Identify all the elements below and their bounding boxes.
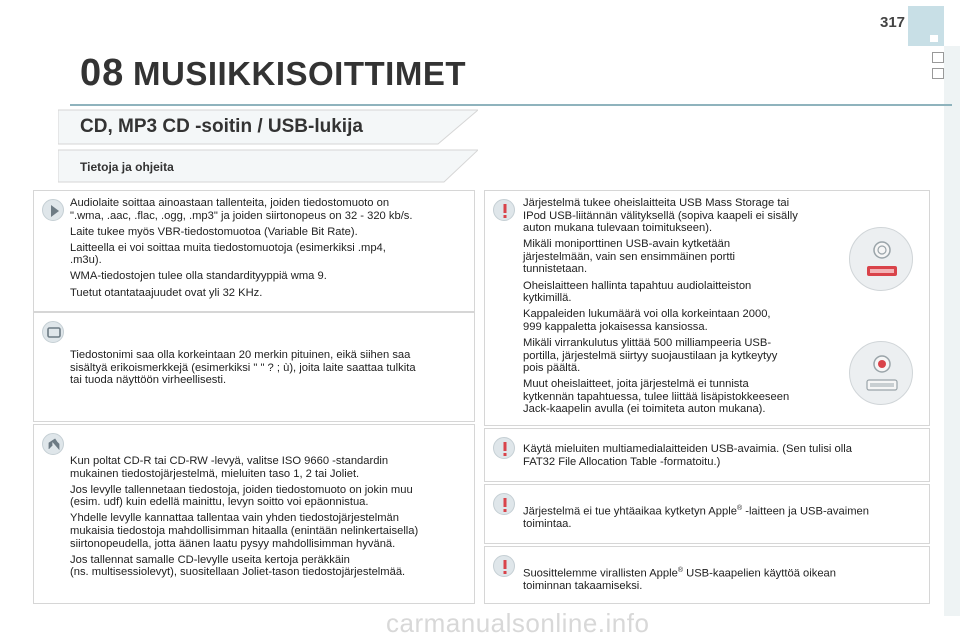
note-paragraph: Järjestelmä tukee oheislaitteita USB Mass Storage tai IPod USB-liitännän välityksellä (sopiva kaapeli ei sisälly auton mukana tulevaan toimitukseen). [523, 197, 798, 235]
note-text [523, 565, 927, 596]
tab-marker [930, 35, 938, 42]
note-paragraph [523, 565, 927, 593]
note-text [523, 503, 927, 534]
note-paragraph: Audiolaite soittaa ainoastaan tallenteita, joiden tiedostomuoto on ".wma, .aac, .flac, .ogg, .mp3" ja joiden siirtonopeus on 32 - 320 kb/s. [70, 197, 413, 222]
note-text [70, 455, 474, 582]
note-paragraph: Muut oheislaitteet, joita järjestelmä ei tunnista kytkennän tapahtuessa, tulee liittää lisäpistokkeeseen Jack-kaapelin avulla (ei toimiteta auton mukana). [523, 378, 790, 416]
usb-port-illustration-2 [849, 341, 913, 405]
hand-icon [42, 433, 64, 455]
note-paragraph: Mikäli virrankulutus ylittää 500 milliampeeria USB- portilla, järjestelmä siirtyy suojaustilaan ja kytkeytyy pois päältä. [523, 336, 778, 375]
note-panel-usb-keys [484, 428, 930, 482]
note-text-before: Suosittelemme virallisten Apple [523, 567, 678, 580]
note-paragraph: Laitteella ei voi soittaa muita tiedostomuotoja (esimerkiksi .mp4, .m3u). [70, 241, 386, 267]
note-paragraph: Tiedostonimi saa olla korkeintaan 20 merkin pituinen, eikä siihen saa sisältyä erikoismerkkejä (esimerkiksi " " ? ; ù), joita laite saattaa tulkita tai tuoda näyttöön virheellisesti. [70, 349, 416, 387]
note-paragraph: Laite tukee myös VBR-tiedostomuotoa (Variable Bit Rate). [70, 225, 358, 238]
note-panel-apple-cables [484, 546, 930, 604]
usb-port-illustration-1 [849, 227, 913, 291]
warning-icon [493, 493, 515, 515]
note-panel-apple [484, 484, 930, 544]
registered-mark: ® [677, 567, 684, 574]
note-text-before: Järjestelmä ei tue yhtäaikaa kytketyn Apple [523, 505, 737, 518]
note-paragraph: Oheislaitteen hallinta tapahtuu audiolaitteiston kytkimillä. [523, 279, 752, 305]
note-text-after: -laitteen ja USB-avaimen toimintaa. [523, 505, 869, 531]
usb-port-icon [850, 228, 914, 292]
note-paragraph: Kun poltat CD-R tai CD-RW -levyä, valitse ISO 9660 -standardin mukainen tiedostojärjestelmä, mieluiten taso 1, 2 tai Joliet. [70, 455, 389, 480]
note-text [523, 197, 853, 420]
note-panel-hand [33, 424, 475, 604]
screen-icon [42, 321, 64, 343]
note-paragraph: Tuetut otantataajuudet ovat yli 32 KHz. [70, 286, 263, 299]
note-paragraph: Käytä mieluiten multiamedialaitteiden USB-avaimia. (Sen tulisi olla FAT32 File Allocation Table -formatoitu.) [523, 443, 852, 468]
side-square-2 [932, 68, 944, 79]
registered-mark: ® [736, 505, 743, 512]
note-paragraph [523, 503, 927, 531]
side-square-1 [932, 52, 944, 63]
info-icon [42, 199, 64, 221]
warning-icon [493, 555, 515, 577]
note-panel-info [33, 190, 475, 312]
note-paragraph: Yhdelle levylle kannattaa tallentaa vain yhden tiedostojärjestelmän mukaisia tiedostoja mahdollisimman hitaalla (enintään nelinkertaisella) siirtonopeudella, jotta äänen laatu pysyy mahdollisimman hyvänä. [70, 512, 419, 550]
warning-icon [493, 437, 515, 459]
chapter-number: 08 [80, 52, 125, 94]
note-paragraph: Jos tallennat samalle CD-levylle useita kertoja peräkkäin (ns. multisessiolevyt), suositellaan Joliet-tason tiedostojärjestelmää. [70, 553, 406, 579]
note-panel-usb [484, 190, 930, 426]
note-text [523, 443, 927, 472]
note-text [70, 197, 470, 303]
usb-port-icon [850, 342, 914, 406]
note-paragraph: Mikäli moniporttinen USB-avain kytketään järjestelmään, vain sen ensimmäinen portti tunnistetaan. [523, 238, 736, 276]
note-paragraph: WMA-tiedostojen tulee olla standardityyppiä wma 9. [70, 270, 327, 283]
note-text-after: USB-kaapelien käyttöä oikean toiminnan takaamiseksi. [523, 567, 837, 593]
page-number: 317 [880, 14, 906, 31]
watermark: carmanualsonline.info [386, 608, 650, 638]
note-text [70, 349, 470, 390]
chapter-title: MUSIIKKISOITTIMET [133, 55, 466, 92]
warning-icon [493, 199, 515, 221]
note-paragraph: Jos levylle tallennetaan tiedostoja, joiden tiedostomuoto on jokin muu (esim. udf) kuin edellä mainittu, levyn soitto voi epäonnistua. [70, 483, 413, 509]
page-edge-strip [944, 46, 960, 616]
note-panel-screen [33, 312, 475, 422]
chapter-tab [908, 6, 944, 46]
subsection-title: Tietoja ja ohjeita [80, 160, 174, 174]
note-paragraph: Kappaleiden lukumäärä voi olla korkeintaan 2000, 999 kappaletta jokaisessa kansiossa. [523, 308, 771, 333]
section-title: CD, MP3 CD -soitin / USB-lukija [80, 116, 363, 137]
